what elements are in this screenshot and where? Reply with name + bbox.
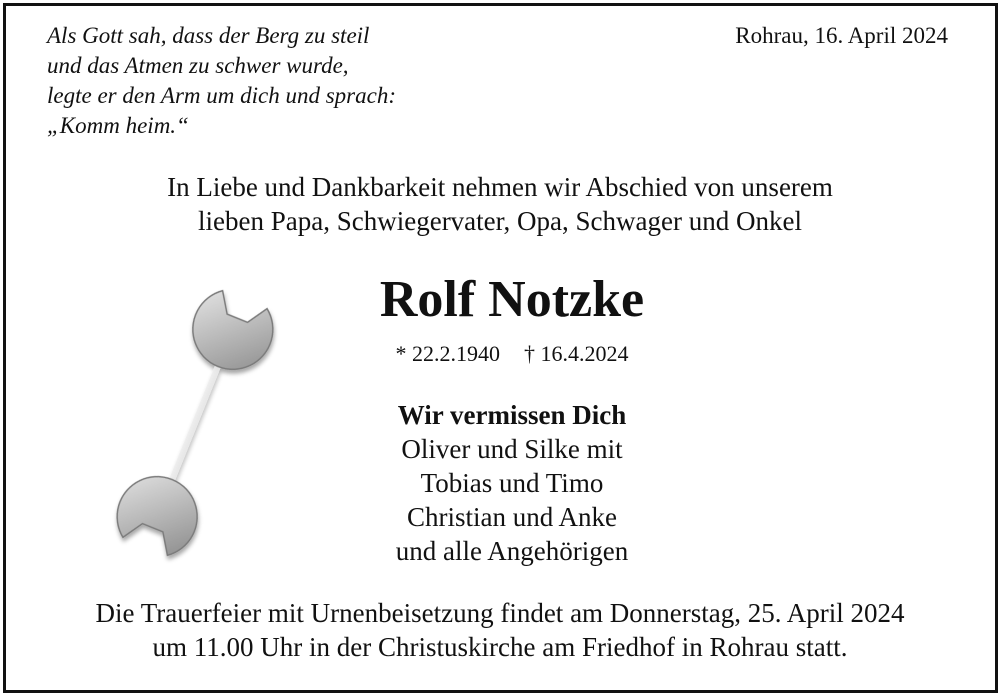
intro-line: lieben Papa, Schwiegervater, Opa, Schwager und Onkel: [198, 206, 802, 236]
death-date: † 16.4.2024: [524, 341, 629, 366]
mourners-heading: Wir vermissen Dich: [397, 400, 627, 430]
life-dates: [262, 340, 762, 368]
mourner-line: Oliver und Silke mit: [401, 434, 623, 464]
mourner-line: Tobias und Timo: [420, 468, 604, 498]
service-line: Die Trauerfeier mit Urnenbeisetzung findet am Donnerstag, 25. April 2024: [95, 598, 905, 628]
mourner-line: und alle Angehörigen: [395, 536, 629, 566]
deceased-name: Rolf Notzke: [379, 271, 645, 328]
poem-line: „Komm heim.“: [47, 113, 189, 138]
mourner-line: Christian und Anke: [407, 502, 617, 532]
service-line: um 11.00 Uhr in der Christuskirche am Friedhof in Rohrau statt.: [152, 632, 848, 662]
poem-line: legte er den Arm um dich und sprach:: [47, 83, 396, 108]
birth-date: * 22.2.1940: [395, 341, 500, 366]
poem-line: und das Atmen zu schwer wurde,: [47, 53, 349, 78]
intro-line: In Liebe und Dankbarkeit nehmen wir Abschied von unserem: [167, 172, 833, 202]
intro-text: [0, 170, 1000, 238]
poem-line: Als Gott sah, dass der Berg zu steil: [47, 23, 370, 48]
poem: [47, 21, 396, 141]
service-info: [0, 596, 1000, 664]
mourners-block: [262, 398, 762, 568]
place-date: Rohrau, 16. April 2024: [735, 23, 948, 48]
